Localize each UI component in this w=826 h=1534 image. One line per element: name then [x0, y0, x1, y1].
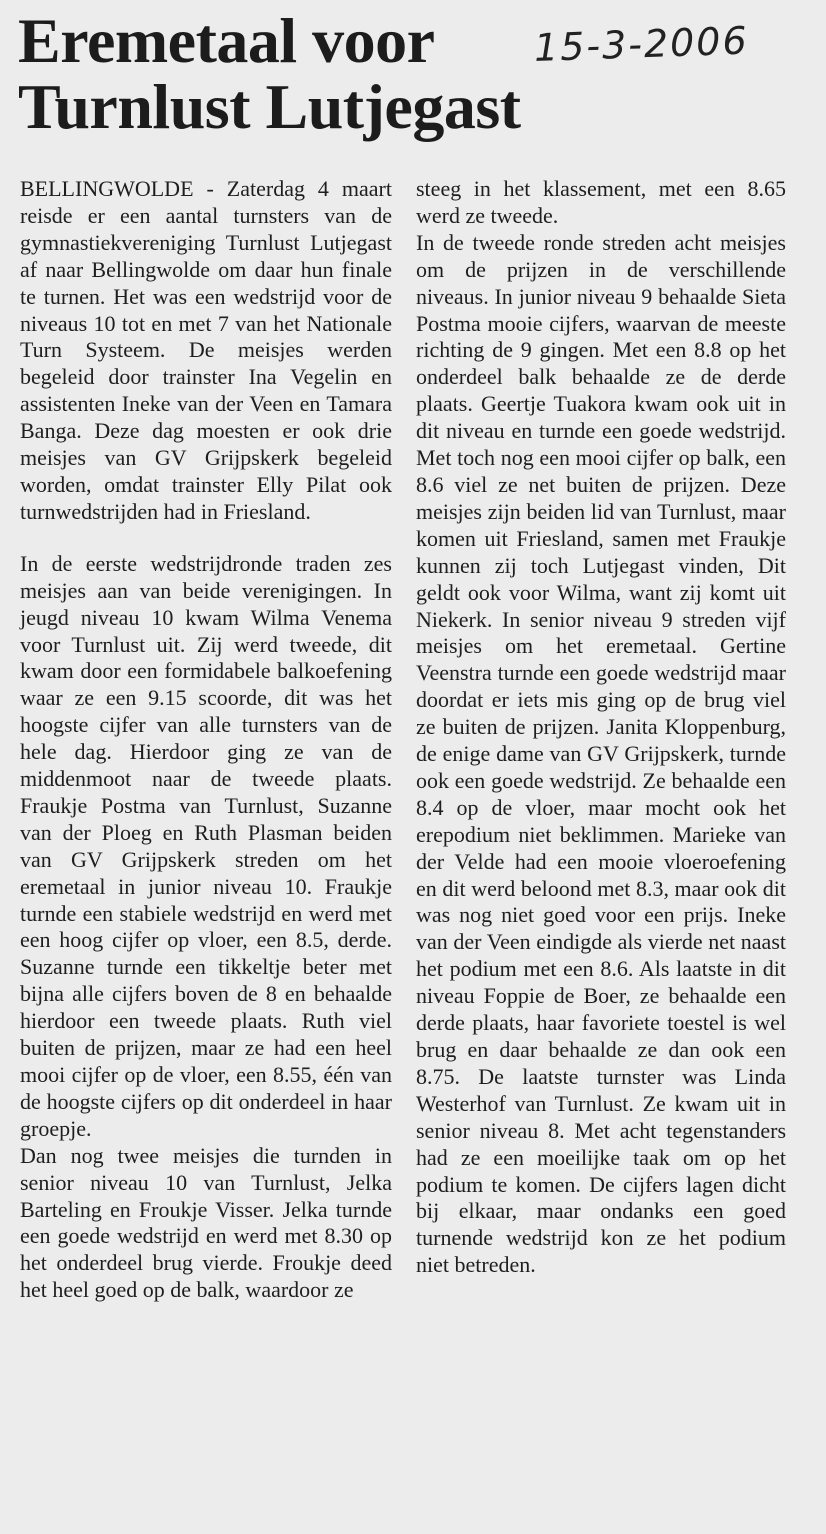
handwritten-date: 15-3-2006	[533, 18, 750, 70]
right-paragraph-2: In de tweede ronde streden acht meisjes om de prijzen in de verschillende niveaus. In junior niveau 9 behaalde Sieta Postma mooie cijfers, waarvan de meeste richting de 9 gingen. Met een 8.8 op het onderdeel balk behaalde ze de derde plaats. Geertje Tuakora kwam ook uit in dit niveau en turnde een goede wedstrijd. Met toch nog een mooi cijfer op balk, een 8.6 viel ze net buiten de prijzen. Deze meisjes zijn beiden lid van Turnlust, maar komen uit Friesland, samen met Fraukje kunnen zij toch Lutjegast vinden, Dit geldt ook voor Wilma, want zij komt uit Niekerk. In senior niveau 9 streden vijf meisjes om het eremetaal. Gertine Veenstra turnde een goede wedstrijd maar doordat er iets mis ging op de brug viel ze buiten de prijzen. Janita Kloppenburg, de enige dame van GV Grijpskerk, turnde ook een goede wedstrijd. Ze behaalde een 8.4 op de vloer, maar mocht ook het erepodium niet beklimmen. Marieke van der Velde had een mooie vloeroefening en dit werd beloond met 8.3, maar ook dit was nog niet goed voor een prijs. Ineke van der Veen eindigde als vierde net naast het podium met een 8.6. Als laatste in dit niveau Foppie de Boer, ze behaalde een derde plaats, haar favoriete toestel is wel brug en daar behaalde ze dan ook een 8.75. De laatste turnster was Linda Westerhof van Turnlust. Ze kwam uit in senior niveau 8. Met acht tegenstanders had ze een moeilijke taak om op het podium te komen. De cijfers lagen dicht bij elkaar, maar ondanks een goed turnende wedstrijd kon ze het podium niet betreden.	[416, 229, 786, 1278]
left-paragraph-2: In de eerste wedstrijdronde traden zes meisjes aan van beide verenigingen. In jeugd niveau 10 kwam Wilma Venema voor Turnlust uit. Zij werd tweede, dit kwam door een formidabele balkoefening waar ze een 9.15 scoorde, dit was het hoogste cijfer van alle turnsters van de hele dag. Hierdoor ging ze van de middenmoot naar de tweede plaats. Fraukje Postma van Turnlust, Suzanne van der Ploeg en Ruth Plasman beiden van GV Grijpskerk streden om het eremetaal in junior niveau 10. Fraukje turnde een stabiele wedstrijd en werd met een hoog cijfer op vloer, een 8.5, derde. Suzanne turnde een tikkeltje beter met bijna alle cijfers boven de 8 en behaalde hierdoor een tweede plaats. Ruth viel buiten de prijzen, maar ze had een heel mooi cijfer op de vloer, een 8.55, één van de hoogste cijfers op dit onderdeel in haar groepje.	[20, 550, 392, 1141]
left-paragraph-1: BELLINGWOLDE - Zaterdag 4 maart reisde er een aantal turnsters van de gymnastiekvereniging Turnlust Lutjegast af naar Bellingwolde om daar hun finale te turnen. Het was een wedstrijd voor de niveaus 10 tot en met 7 van het Nationale Turn Systeem. De meisjes werden begeleid door trainster Ina Vegelin en assistenten Ineke van der Veen en Tamara Banga. Deze dag moesten er ook drie meisjes van GV Grijpskerk begeleid worden, omdat trainster Elly Pilat ook turnwedstrijden had in Friesland.	[20, 176, 392, 524]
article-column-left	[20, 176, 392, 1304]
article-headline	[18, 5, 521, 142]
headline-line-2: Turnlust Lutjegast	[18, 71, 521, 142]
article-column-right	[416, 176, 786, 1279]
left-paragraph-3: Dan nog twee meisjes die turnden in senior niveau 10 van Turnlust, Jelka Barteling en Froukje Visser. Jelka turnde een goede wedstrijd en werd met 8.30 op het onderdeel brug vierde. Froukje deed het heel goed op de balk, waardoor ze	[20, 1142, 392, 1303]
headline-line-1: Eremetaal voor	[18, 5, 435, 76]
right-paragraph-1: steeg in het klassement, met een 8.65 werd ze tweede.	[416, 176, 786, 228]
